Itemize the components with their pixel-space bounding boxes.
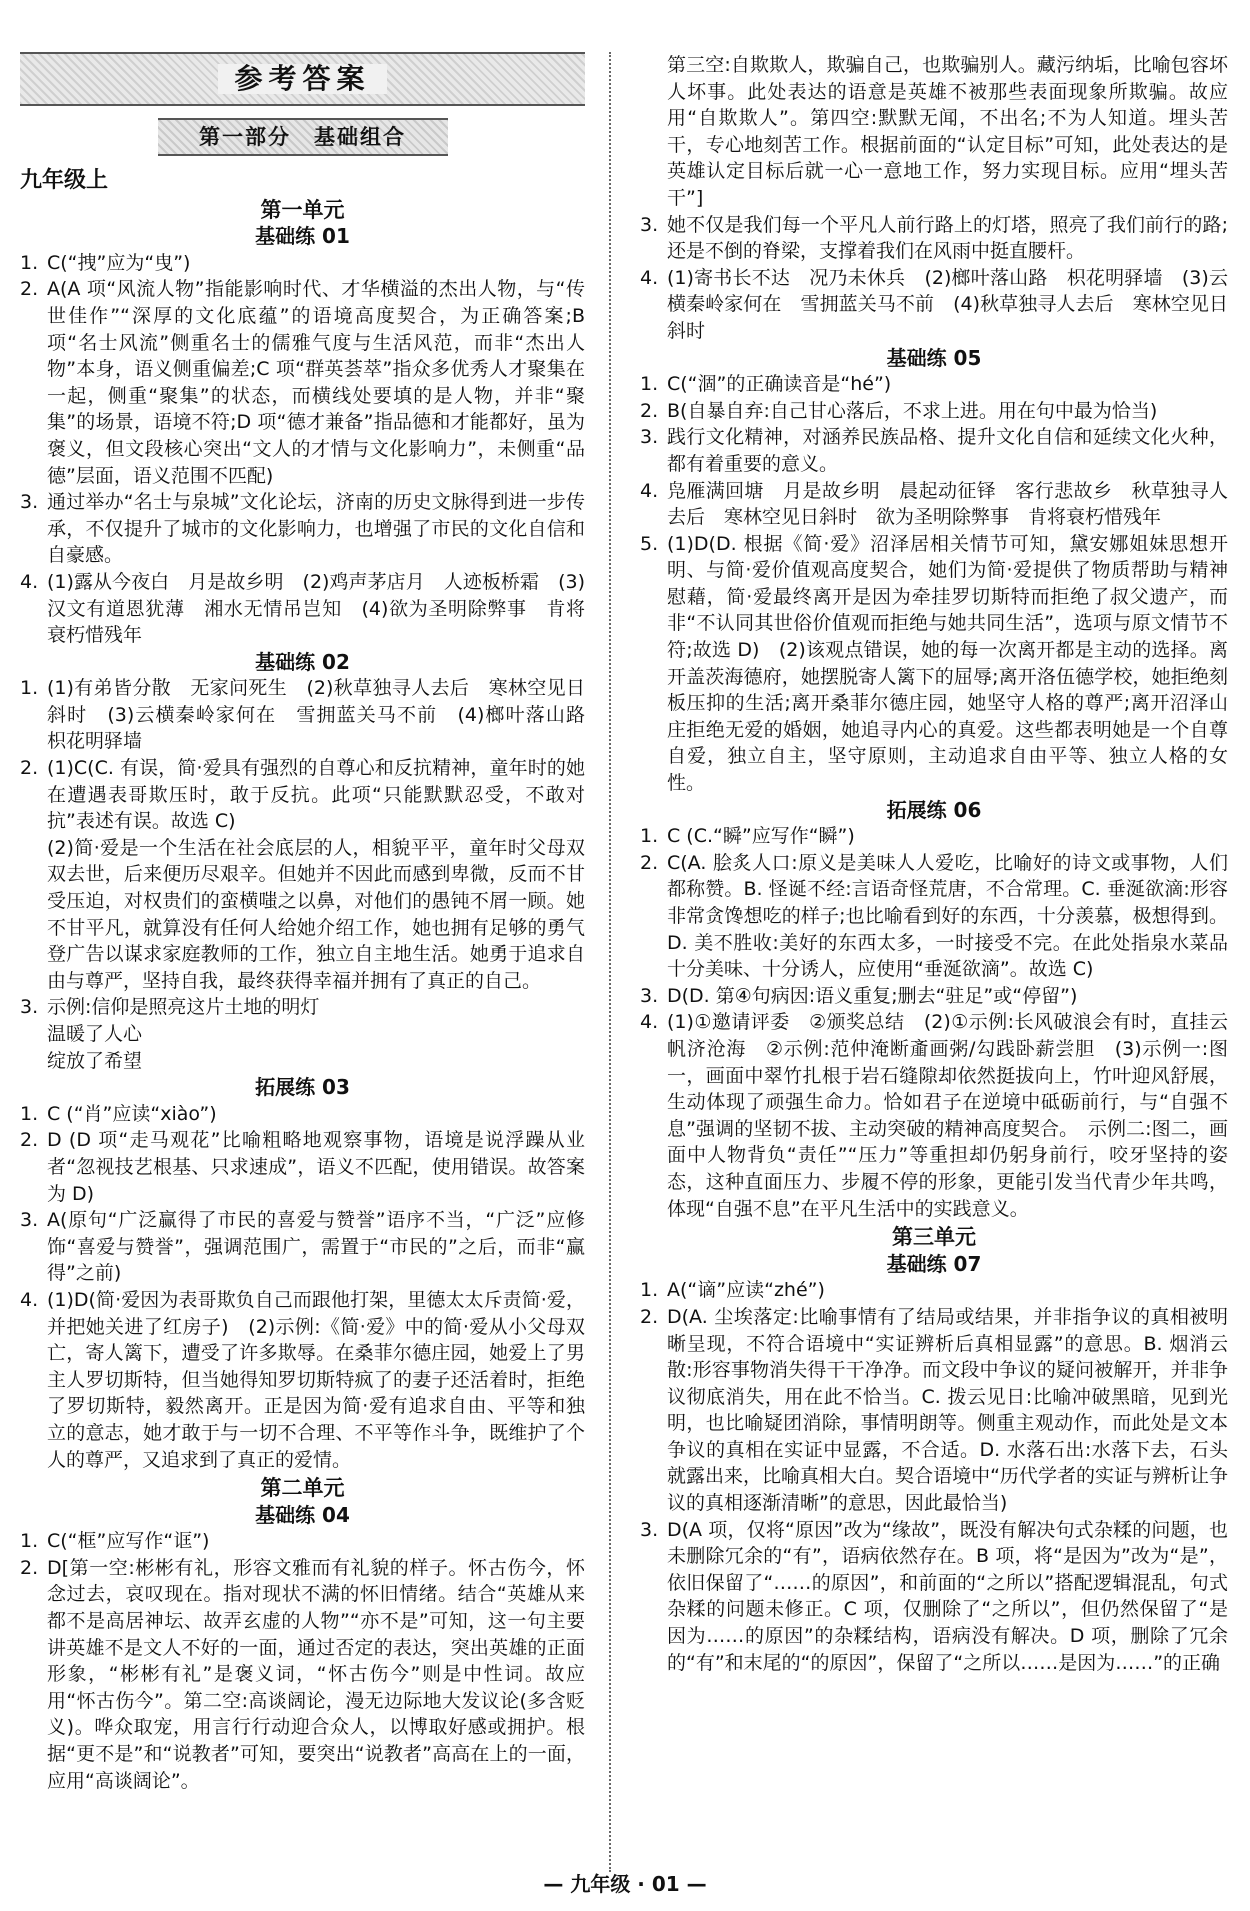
unit-heading: 第三单元 [892, 1225, 976, 1250]
answer-item: 3. A(原句“广泛赢得了市民的喜爱与赞誉”语序不当，“广泛”应修饰“喜爱与赞誉”，强调范围广，需置于“市民的”之后，而非“赢得”之前) [20, 1209, 585, 1285]
answer-item: 2. A(A 项“风流人物”指能影响时代、才华横溢的杰出人物，与“传世佳作”“深厚的文化底蕴”的语境高度契合，为正确答案;B 项“名士风流”侧重名士的儒雅气度与生活风范，而非“杰出人物”本身，语义侧重偏差;C 项“群英荟萃”指众多优秀人才聚集在一起，侧重“聚集”的状态，而横线处要填的是人物，并非“聚集”的场景，语境不符;D 项“德才兼备”指品德和才能都好，虽为褒义，但文段核心突出“文人的才情与文化影响力”，未侧重“品德”层面，语义范围不匹配) [20, 278, 585, 487]
answer-item: 3. 她不仅是我们每一个平凡人前行路上的灯塔，照亮了我们前行的路;还是不倒的脊梁，支撑着我们在风雨中挺直腰杆。 [640, 213, 1228, 263]
unit-heading: 第一单元 [260, 197, 345, 222]
exercise-heading: 基础练 04 [255, 1502, 350, 1527]
poem-line: 绽放了希望 [47, 1049, 143, 1072]
exercise-heading: 基础练 01 [255, 224, 350, 249]
answer-item: 2. D[第一空:彬彬有礼，形容文雅而有礼貌的样子。怀古伤今，怀念过去，哀叹现在。指对现状不满的怀旧情绪。结合“英雄从来都不是高居神坛、故弄玄虚的人物”“亦不是”可知，这一句主要讲英雄不是文人不好的一面，通过否定的表达，突出英雄的正面形象，“彬彬有礼”是褒义词，“怀古伤今”则是中性词。故应用“怀古伤今”。第二空:高谈阔论，漫无边际地大发议论(多含贬义)。哗众取宠，用言行行动迎合众人，以博取好感或拥护。根据“更不是”和“说教者”可知，要突出“说教者”高高在上的一面，应用“高谈阔论”。 [20, 1556, 585, 1792]
poem-line: 温暖了人心 [47, 1023, 143, 1045]
answer-item: 3. 通过举办“名士与泉城”文化论坛，济南的历史文脉得到进一步传承，不仅提升了城市的文化影响力，也增强了市民的文化自信和自豪感。 [20, 491, 585, 567]
answer-item: 1. C (C.“瞬”应写作“瞬”) [640, 825, 855, 848]
answer-banner [20, 52, 585, 106]
left-column [20, 52, 605, 1794]
column-divider [609, 52, 611, 1872]
exercise-heading: 基础练 05 [886, 345, 982, 370]
answer-item: 4. (1)露从今夜白 月是故乡明 (2)鸡声茅店月 人迹板桥霜 (3)汉文有道恩犹薄 湘水无情吊岂知 (4)欲为圣明除弊事 肯将衰朽惜残年 [20, 570, 585, 647]
answer-item: 1. C(“框”应写作“诓”) [20, 1530, 210, 1553]
answer-item: 3. 践行文化精神，对涵养民族品格、提升文化自信和延续文化火种，都有着重要的意义。 [640, 426, 1228, 475]
answer-item: 2. C(A. 脍炙人口:原义是美味人人爱吃，比喻好的诗文或事物，人们都称赞。B. 怪诞不经:言语奇怪荒唐，不合常理。C. 垂涎欲滴:形容非常贪馋想吃的样子;也比喻看到好的东西，十分羡慕，极想得到。D. 美不胜收:美好的东西太多，一时接受不完。在此处指泉水菜品十分美味、十分诱人，应使用“垂涎欲滴”。故选 C) [640, 851, 1228, 981]
answer-item: 4. (1)寄书长不达 况乃未休兵 (2)榔叶落山路 枳花明驿墙 (3)云横秦岭家何在 雪拥蓝关马不前 (4)秋草独寻人去后 寒林空见日斜时 [640, 266, 1228, 342]
answer-item: 1. (1)有弟皆分散 无家问死生 (2)秋草独寻人去后 寒林空见日斜时 (3)云横秦岭家何在 雪拥蓝关马不前 (4)榔叶落山路 枳花明驿墙 [20, 677, 605, 753]
answer-continuation: 第三空:自欺欺人，欺骗自己，也欺骗别人。藏污纳垢，比喻包容坏人坏事。此处表达的语意是英雄不被那些表面现象所欺骗。故应用“自欺欺人”。第四空:默默无闻，不出名;不为人知道。埋头苦干，专心地刻苦工作。根据前面的“认定目标”可知，此处表达的是英雄认定目标后就一心一意地工作，努力实现目标。应用“埋头苦干”] [667, 54, 1228, 209]
answer-item: 4. 凫雁满回塘 月是故乡明 晨起动征铎 客行悲故乡 秋草独寻人去后 寒林空见日斜时 欲为圣明除弊事 肯将衰朽惜残年 [640, 479, 1228, 529]
exercise-heading: 拓展练 06 [886, 797, 982, 822]
answer-item: 2. D (D 项“走马观花”比喻粗略地观察事物，语境是说浮躁从业者“忽视技艺根基、只求速成”，语义不匹配，使用错误。故答案为 D) [20, 1129, 585, 1205]
answer-item: 5. (1)D(D. 根据《简·爱》沼泽居相关情节可知，黛安娜姐妹思想开明、与简·爱价值观高度契合，她们为简·爱提供了物质帮助与精神慰藉，简·爱最终离开是因为牵挂罗切斯特而拒绝了叔父遗产，而非“不认同其世俗价值观而拒绝与她共同生活”，选项与原文情节不符;故选 D) (2)该观点错误，她的每一次离开都是主动的选择。离开盖茨海德府，她摆脱寄人篱下的屈辱;离开洛伍德学校，她拒绝刻板压抑的生活;离开桑菲尔德庄园，她坚守人格的尊严;离开沼泽山庄拒绝无爱的婚姻，她追寻内心的真爱。这些都表明她是一个自尊自爱，独立自主，坚守原则，主动追求自由平等、独立人格的女性。 [640, 532, 1228, 795]
answer-item: 3. 示例:信仰是照亮这片土地的明灯 [20, 996, 320, 1019]
answer-item: 1. C(“涸”的正确读音是“hé”) [640, 373, 892, 396]
banner-title: 参考答案 [218, 64, 386, 95]
exercise-heading: 基础练 07 [886, 1251, 982, 1276]
answer-item: 1. C(“拽”应为“曳”) [20, 251, 191, 274]
grade-heading: 九年级上 [20, 168, 109, 193]
answer-item: 3. D(A 项，仅将“原因”改为“缘故”，既没有解决句式杂糅的问题，也未删除冗余的“有”，语病依然存在。B 项，将“是因为”改为“是”，依旧保留了“……的原因”，和前面的“之所以”搭配逻辑混乱，句式杂糅的问题未修正。C 项，仅删除了“之所以”，但仍然保留了“是因为……的原因”的杂糅结构，语病没有解决。D 项，删除了冗余的“有”和末尾的“的原因”，保留了“之所以……是因为……”的正确 [640, 1518, 1228, 1674]
answer-item: 2. D(A. 尘埃落定:比喻事情有了结局或结果，并非指争议的真相被明晰呈现，不符合语境中“实证辨析后真相显露”的意思。B. 烟消云散:形容事物消失得干干净净。而文段中争议的疑问被解开，并非争议彻底消失，用在此不恰当。C. 拨云见日:比喻冲破黑暗，见到光明，也比喻疑团消除，事情明朗等。侧重主观动作，而此处是文本争议的真相在实证中显露，不合适。D. 水落石出:水落下去，石头就露出来，比喻真相大白。契合语境中“历代学者的实证与辨析让争议的真相逐渐清晰”的意思，因此最恰当) [640, 1305, 1228, 1515]
part-banner [158, 118, 448, 156]
exercise-heading: 基础练 02 [255, 649, 350, 674]
part-title: 第一部分 基础组合 [199, 124, 406, 149]
answer-item: 2. (1)C(C. 有误，简·爱具有强烈的自尊心和反抗精神，童年时的她在遭遇表哥欺压时，敢于反抗。此项“只能默默忍受，不敢对抗”表述有误。故选 C) [20, 757, 585, 833]
answer-item: 1. A(“谪”应读“zhé”) [640, 1279, 825, 1302]
page-footer: — 九年级 · 01 — [543, 1872, 707, 1896]
right-column [640, 52, 1228, 1676]
exercise-heading: 拓展练 03 [255, 1075, 350, 1100]
answer-item: 4. (1)①邀请评委 ②颁奖总结 (2)①示例:长风破浪会有时，直挂云帆济沧海 ②示例:范仲淹断齑画粥/勾践卧薪尝胆 (3)示例一:图一，画面中翠竹扎根于岩石缝隙却依然挺拔向上，竹叶迎风舒展，生动体现了顽强生命力。恰如君子在逆境中砥砺前行，与“自强不息”强调的坚韧不拔、主动突破的精神高度契合。 示例二:图二，画面中人物背负“责任”“压力”等重担却仍躬身前行，咬牙坚持的姿态，这种直面压力、步履不停的形象，更能引发当代青少年共鸣，体现“自强不息”在平凡生活中的实践意义。 [640, 1011, 1228, 1220]
answer-item: 3. D(D. 第④句病因:语义重复;删去“驻足”或“停留”) [640, 984, 1078, 1007]
answer-item: 4. (1)D(简·爱因为表哥欺负自己而跟他打架，里德太太斥责简·爱，并把她关进了红房子) (2)示例:《简·爱》中的简·爱从小父母双亡，寄人篱下，遭受了许多欺辱。在桑菲尔德庄园，她爱上了男主人罗切斯特，但当她得知罗切斯特疯了的妻子还活着时，拒绝了罗切斯特，毅然离开。正是因为简·爱有追求自由、平等和独立的意志，她才敢于与一切不合理、不平等作斗争，既维护了个人的尊严，又追求到了真正的爱情。 [20, 1288, 585, 1471]
answer-item: 2. B(自暴自弃:自己甘心落后，不求上进。用在句中最为恰当) [640, 399, 1158, 422]
answer-continuation: (2)简·爱是一个生活在社会底层的人，相貌平平，童年时父母双双去世，后来便历尽艰辛。但她并不因此而感到卑微，反而不甘受压迫，对权贵们的蛮横嗤之以鼻，对他们的愚钝不屑一顾。她不甘平凡，就算没有任何人给她介绍工作，她也拥有足够的勇气登广告以谋求家庭教师的工作，独立自主地生活。她勇于追求自由与尊严，坚持自我，最终获得幸福并拥有了真正的自己。 [47, 836, 585, 992]
unit-heading: 第二单元 [260, 1476, 345, 1501]
answer-item: 1. C (“肖”应读“xiào”) [20, 1102, 217, 1125]
